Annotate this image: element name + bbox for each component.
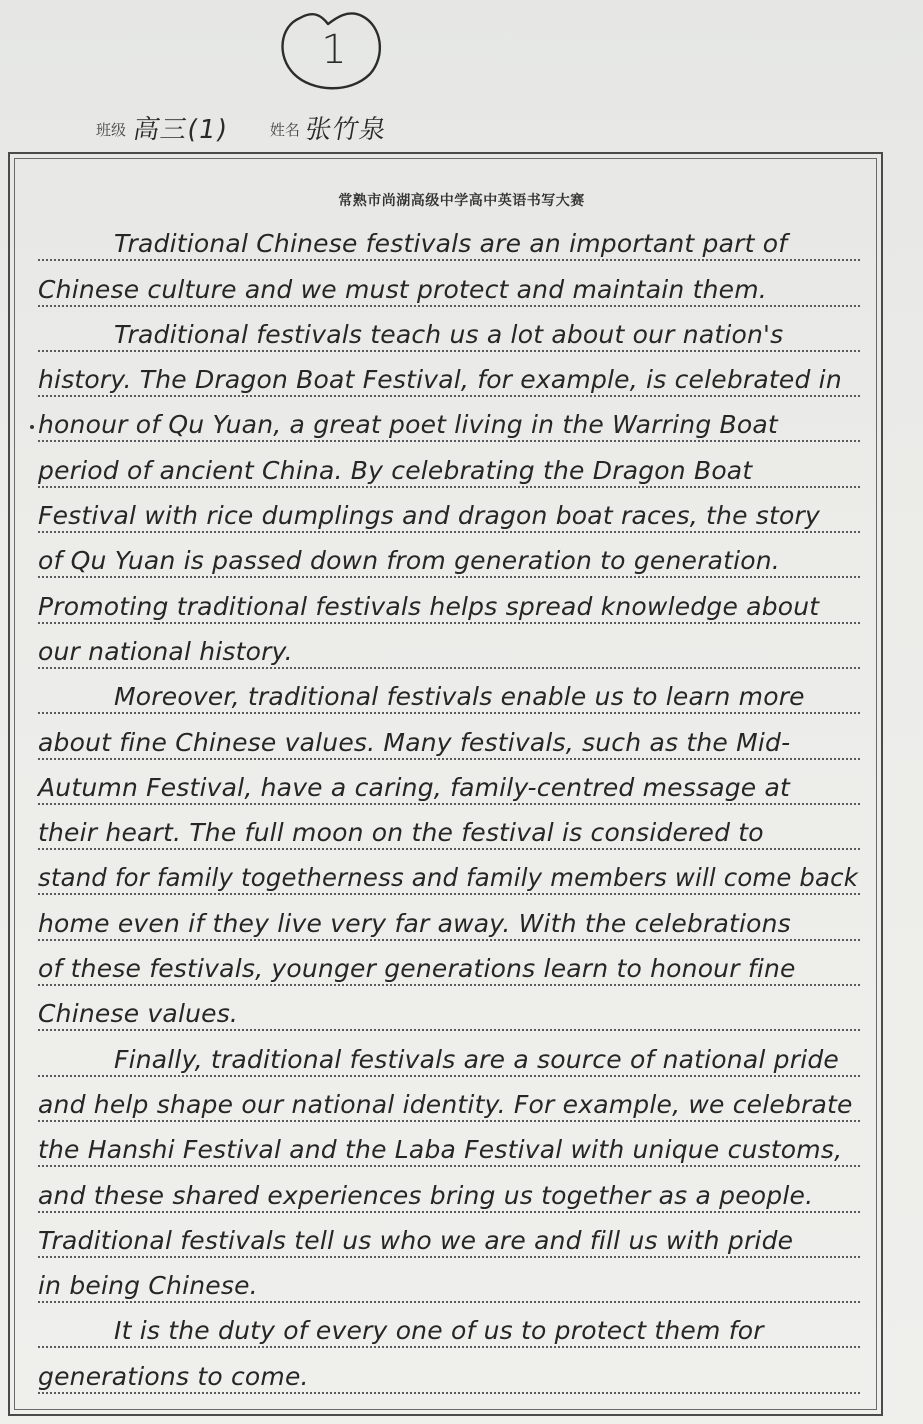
essay-line: [38, 358, 860, 403]
essay-line-text: generations to come.: [38, 1361, 309, 1391]
essay-line-text: Finally, traditional festivals are a source of national pride: [114, 1044, 839, 1074]
essay-line: [38, 448, 860, 493]
essay-line-text: Traditional festivals tell us who we are and fill us with pride: [38, 1225, 794, 1255]
essay-line-text: and help shape our national identity. For example, we celebrate: [38, 1089, 853, 1119]
essay-line-text: about fine Chinese values. Many festivals, such as the Mid-: [38, 727, 791, 757]
essay-line-text: Promoting traditional festivals helps spread knowledge about: [38, 591, 820, 621]
class-value: 高三(1): [130, 115, 231, 145]
name-value: 张竹泉: [302, 115, 390, 145]
essay-line: [38, 494, 860, 539]
essay-line-text: home even if they live very far away. With the celebrations: [38, 908, 791, 938]
essay-line-text: Traditional festivals teach us a lot about our nation's: [114, 319, 784, 349]
essay-line-text: Chinese culture and we must protect and maintain them.: [38, 274, 767, 304]
ink-dot: [30, 425, 34, 429]
essay-line: [38, 901, 860, 946]
essay-body: [38, 222, 860, 1400]
name-label: 姓名: [269, 121, 300, 139]
essay-line: [38, 1083, 860, 1128]
essay-line: [38, 630, 860, 675]
essay-line: [38, 675, 860, 720]
essay-line-text: Moreover, traditional festivals enable us to learn more: [114, 682, 805, 712]
essay-line-text: in being Chinese.: [38, 1271, 258, 1301]
essay-line-text: Festival with rice dumplings and dragon boat races, the story: [38, 501, 820, 531]
essay-line-text: the Hanshi Festival and the Laba Festival with unique customs,: [38, 1135, 843, 1165]
essay-line: [38, 1037, 860, 1082]
essay-line: [38, 992, 860, 1037]
essay-line-text: stand for family togetherness and family members will come back: [38, 863, 859, 893]
essay-line-text: our national history.: [38, 636, 293, 666]
essay-line-text: Chinese values.: [38, 999, 239, 1029]
essay-line: [38, 584, 860, 629]
essay-line: [38, 267, 860, 312]
essay-line: [38, 1173, 860, 1218]
essay-line-text: history. The Dragon Boat Festival, for example, is celebrated in: [38, 365, 842, 395]
essay-line: [38, 313, 860, 358]
essay-line: [38, 1219, 860, 1264]
essay-line: [38, 1128, 860, 1173]
essay-line: [38, 1309, 860, 1354]
essay-line: [38, 1264, 860, 1309]
essay-line: [38, 720, 860, 765]
essay-line: [38, 222, 860, 267]
essay-line: [38, 856, 860, 901]
essay-line-text: Autumn Festival, have a caring, family-centred message at: [38, 772, 791, 802]
student-info-row: [96, 96, 390, 146]
essay-line-text: Traditional Chinese festivals are an important part of: [114, 229, 788, 259]
contest-title: 常熟市尚湖高级中学高中英语书写大赛: [338, 193, 585, 209]
essay-line-text: It is the duty of every one of us to protect them for: [114, 1316, 764, 1346]
essay-line: [38, 947, 860, 992]
essay-line: [38, 1354, 860, 1399]
essay-line-text: honour of Qu Yuan, a great poet living in the Warring Boat: [38, 410, 778, 440]
class-label: 班级: [96, 121, 127, 139]
score-value: 1: [321, 27, 347, 73]
essay-line-text: and these shared experiences bring us together as a people.: [38, 1180, 814, 1210]
essay-line-text: period of ancient China. By celebrating the Dragon Boat: [38, 455, 753, 485]
essay-line-text: of these festivals, younger generations learn to honour fine: [38, 954, 796, 984]
essay-line: [38, 766, 860, 811]
essay-line: [38, 811, 860, 856]
essay-line-text: of Qu Yuan is passed down from generation to generation.: [38, 546, 780, 576]
essay-line: [38, 539, 860, 584]
essay-line: [38, 403, 860, 448]
score-circle: [270, 4, 388, 96]
essay-line-text: their heart. The full moon on the festival is considered to: [38, 818, 764, 848]
